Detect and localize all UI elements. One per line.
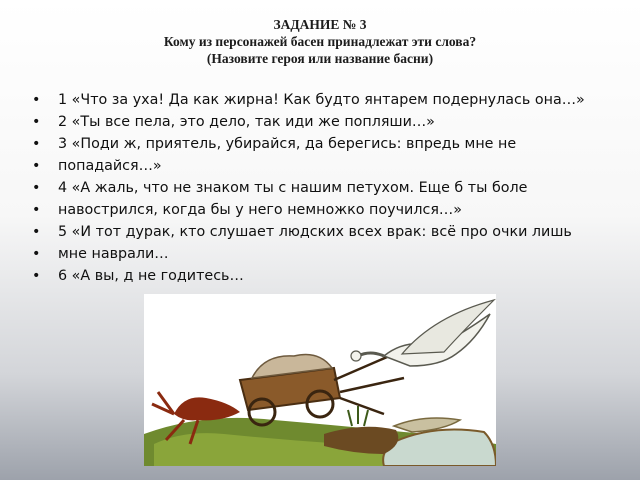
quote-text: 1 «Что за уха! Да как жирна! Как будто янтарем подернулась она…» xyxy=(58,92,585,108)
quote-text: 3 «Поди ж, приятель, убирайся, да берегись: впредь мне не xyxy=(58,136,517,152)
list-item xyxy=(32,134,622,154)
quote-list xyxy=(32,90,622,288)
bullet-icon: • xyxy=(32,114,41,130)
crayfish-icon xyxy=(174,397,240,420)
title-line-2: Кому из персонажей басен принадлежат эти слова? xyxy=(163,34,477,49)
swan-neck-icon xyxy=(358,353,384,356)
quote-text: навострился, когда бы у него немножко поучился…» xyxy=(58,202,462,218)
list-item xyxy=(32,244,622,264)
bullet-icon: • xyxy=(32,158,41,174)
quote-text: 4 «А жаль, что не знаком ты с нашим петухом. Еще б ты боле xyxy=(58,180,528,196)
quote-text: мне наврали… xyxy=(58,246,169,262)
title-line-3: (Назовите героя или название басни) xyxy=(206,51,434,66)
swan-crayfish-pike-cart-picture xyxy=(144,294,496,466)
fable-illustration xyxy=(144,294,496,466)
list-item xyxy=(32,112,622,132)
list-item xyxy=(32,266,622,286)
quote-text: 5 «И тот дурак, кто слушает людских всех врак: всё про очки лишь xyxy=(58,224,572,240)
harness-icon xyxy=(334,354,404,414)
bullet-icon: • xyxy=(32,224,41,240)
list-item xyxy=(32,156,622,176)
bullet-icon: • xyxy=(32,180,41,196)
list-item xyxy=(32,178,622,198)
reed-icon xyxy=(348,406,368,426)
bullet-icon: • xyxy=(32,202,41,218)
quote-text: 6 «А вы, д не годитесь… xyxy=(58,268,244,284)
bullet-icon: • xyxy=(32,268,41,284)
list-item xyxy=(32,222,622,242)
bullet-icon: • xyxy=(32,246,41,262)
swan-head-icon xyxy=(351,351,361,361)
quote-text: попадайся…» xyxy=(58,158,162,174)
quote-text: 2 «Ты все пела, это дело, так иди же попляши…» xyxy=(58,114,435,130)
slide-title xyxy=(0,16,640,67)
bullet-icon: • xyxy=(32,136,41,152)
list-item xyxy=(32,200,622,220)
list-item xyxy=(32,90,622,110)
bullet-icon: • xyxy=(32,92,41,108)
title-line-1: ЗАДАНИЕ № 3 xyxy=(273,17,367,32)
